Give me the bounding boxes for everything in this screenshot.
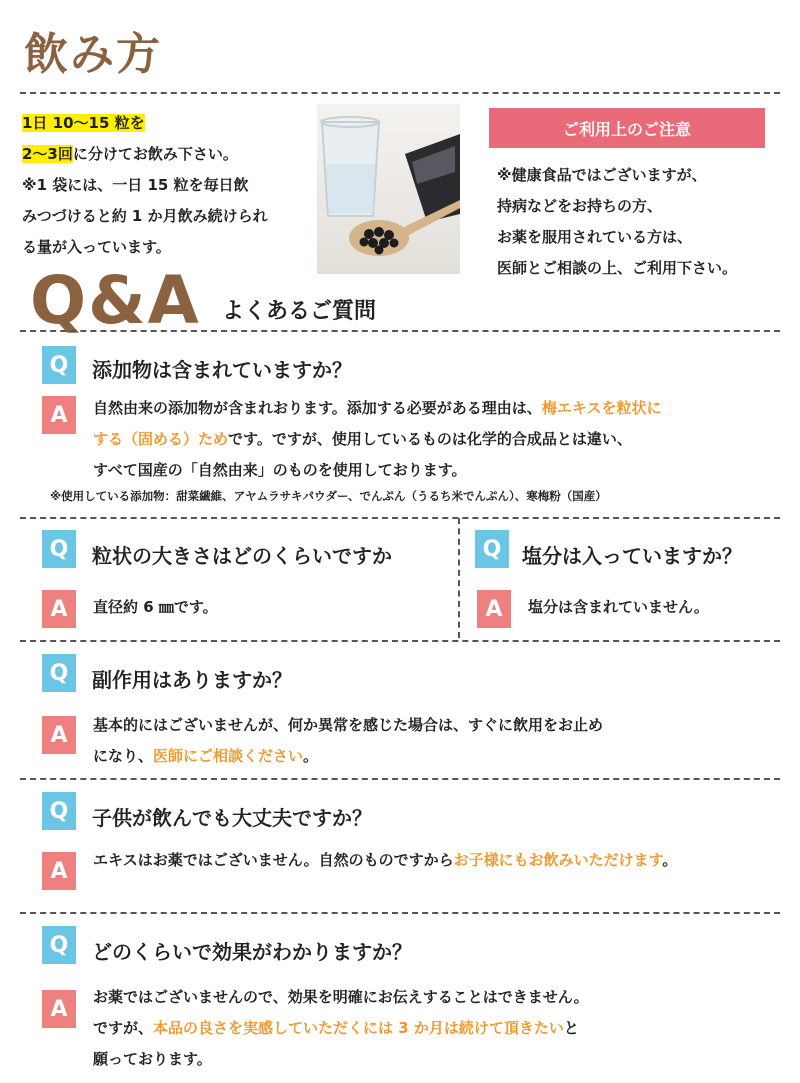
- question-6: どのくらいで効果がわかりますか？: [92, 940, 412, 964]
- answer-6-l1: お薬ではございませんので、効果を明確にお伝えすることはできません。: [93, 988, 589, 1006]
- howto-line-1: 1日 10〜15 粒を: [22, 114, 145, 132]
- answer-4-highlight: 医師にご相談ください: [153, 747, 304, 765]
- answer-1-l3: すべて国産の「自然由来」のものを使用しております。: [93, 461, 467, 479]
- qa-heading: Q&A: [30, 262, 201, 339]
- answer-5: [93, 845, 677, 876]
- answer-1-l1: 自然由来の添加物が含まれおります。添加する必要がある理由は、: [93, 399, 542, 417]
- answer-3: 塩分は含まれていません。: [528, 598, 709, 616]
- answer-1-l1-highlight: 梅エキスを粒状に: [541, 399, 662, 417]
- product-photo: [317, 104, 460, 274]
- additive-note: ※使用している添加物：甜菜繊維、アヤムラサキパウダー、でんぷん（うるち米でんぷん）、寒梅粉（国産）: [50, 489, 607, 503]
- answer-6-l3: 願っております。: [93, 1050, 212, 1068]
- divider: [20, 778, 780, 780]
- question-1: 添加物は含まれていますか？: [92, 358, 352, 382]
- answer-5-text: エキスはお薬ではございません。自然のものですから: [93, 851, 454, 869]
- a-badge: A: [42, 990, 76, 1028]
- a-badge: A: [477, 590, 511, 628]
- divider: [20, 92, 780, 94]
- q-badge: Q: [42, 926, 76, 964]
- divider: [20, 517, 780, 519]
- answer-4: [93, 710, 603, 772]
- howto-line-2-highlight: 2〜3回: [22, 145, 73, 163]
- howto-block: [22, 108, 268, 263]
- question-3: 塩分は入っていますか？: [522, 544, 742, 568]
- page-title: 飲み方: [24, 29, 162, 80]
- a-badge: A: [42, 852, 76, 890]
- question-5: 子供が飲んでも大丈夫ですか？: [92, 806, 372, 830]
- answer-4-l2: になり、: [93, 747, 154, 765]
- notice-line-4: 医師とご相談の上、ご利用下さい。: [497, 259, 738, 277]
- q-badge: Q: [42, 346, 76, 384]
- a-badge: A: [42, 396, 76, 434]
- answer-1: [93, 393, 662, 486]
- howto-line-3: ※1 袋には、一日 15 粒を毎日飲: [22, 176, 249, 194]
- howto-line-4: みつづけると約 1 か月飲み続けられ: [22, 207, 268, 225]
- answer-6-highlight: 本品の良さを実感していただくには 3 か月は続けて頂きたい: [153, 1019, 564, 1037]
- q-badge: Q: [42, 792, 76, 830]
- q-badge: Q: [42, 530, 76, 568]
- a-badge: A: [42, 716, 76, 754]
- divider: [20, 330, 780, 332]
- notice-title: ご利用上のご注意: [489, 108, 765, 148]
- divider: [20, 912, 780, 914]
- answer-2: 直径約 6 ㎜です。: [93, 598, 218, 616]
- q-badge: Q: [42, 654, 76, 692]
- answer-1-l2: です。ですが、使用しているものは化学的合成品とは違い、: [228, 430, 632, 448]
- q-badge: Q: [475, 530, 509, 568]
- notice-line-1: ※健康食品ではございますが、: [497, 166, 707, 184]
- notice-body: [497, 160, 737, 284]
- answer-6-end: と: [563, 1019, 579, 1037]
- answer-4-l1: 基本的にはございませんが、何か異常を感じた場合は、すぐに飲用をお止め: [93, 716, 604, 734]
- notice-line-2: 持病などをお持ちの方、: [497, 197, 663, 215]
- divider-vertical: [458, 518, 460, 638]
- answer-6: [93, 982, 589, 1075]
- answer-4-end: 。: [303, 747, 319, 765]
- qa-subheading: よくあるご質問: [222, 299, 377, 324]
- howto-line-2: に分けてお飲み下さい。: [72, 145, 238, 163]
- question-2: 粒状の大きさはどのくらいですか: [92, 544, 392, 568]
- answer-6-l2: ですが、: [93, 1019, 154, 1037]
- notice-line-3: お薬を服用されている方は、: [497, 228, 693, 246]
- howto-line-5: る量が入っています。: [22, 238, 171, 256]
- answer-1-l2-highlight: する（固める）ため: [93, 430, 229, 448]
- a-badge: A: [42, 590, 76, 628]
- answer-5-highlight: お子様にもお飲みいただけます: [453, 851, 663, 869]
- divider: [20, 640, 780, 642]
- question-4: 副作用はありますか？: [92, 668, 292, 692]
- answer-5-end: 。: [662, 851, 678, 869]
